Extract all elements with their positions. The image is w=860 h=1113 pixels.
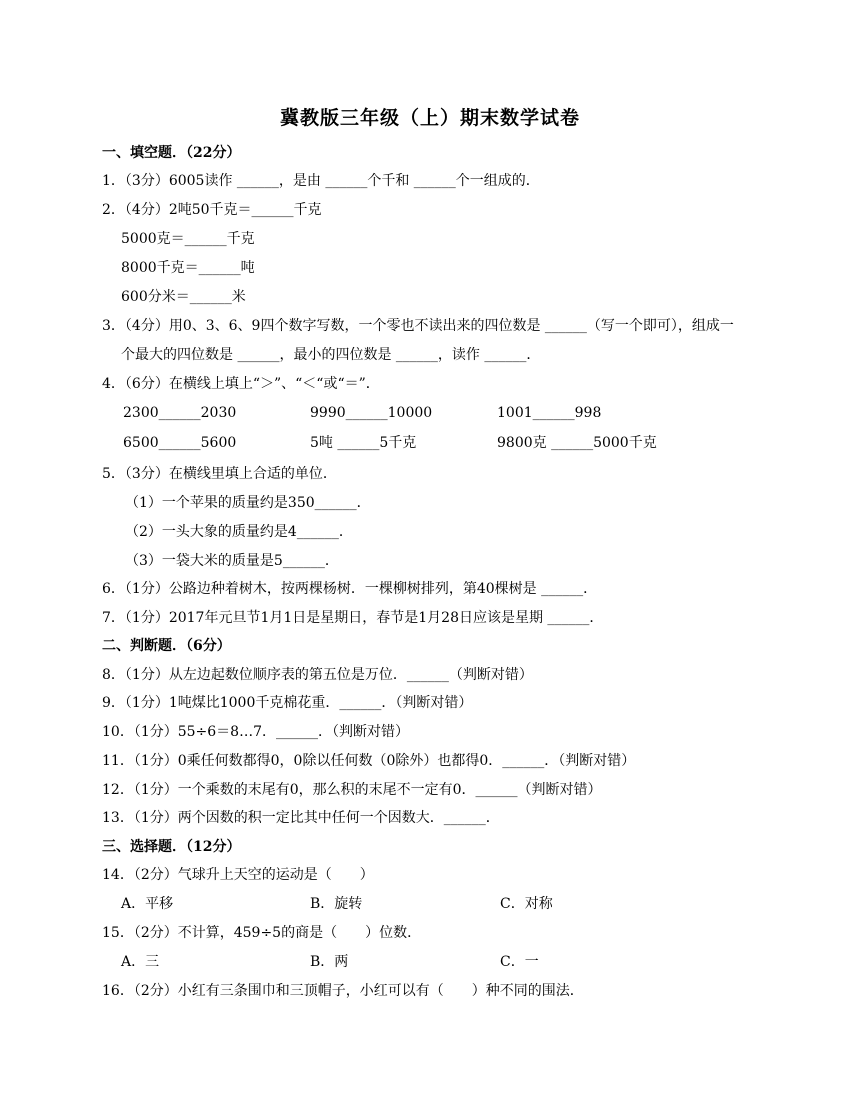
compare-item: 5吨 ______5千克 <box>310 435 417 451</box>
question-15: 15．（2分）不计算，459÷5的商是（ ）位数． <box>102 925 422 941</box>
choice-a: A．平移 <box>121 896 174 912</box>
question-5: 5．（3分）在横线里填上合适的单位． <box>102 466 337 482</box>
page-title: 冀教版三年级（上）期末数学试卷 <box>279 107 580 129</box>
question-5-item-2: （2）一头大象的质量约是4______． <box>125 524 353 540</box>
question-4: 4．（6分）在横线上填上“＞”、“＜“或“＝”． <box>102 376 380 392</box>
question-3-line-2: 个最大的四位数是 ______，最小的四位数是 ______，读作 ______． <box>121 347 541 363</box>
question-2: 2．（4分）2吨50千克＝______千克 <box>102 202 322 218</box>
question-16: 16．（2分）小红有三条围巾和三顶帽子，小红可以有（ ）种不同的围法． <box>102 983 584 999</box>
question-2-item-b: 5000克＝______千克 <box>121 231 255 247</box>
question-8: 8．（1分）从左边起数位顺序表的第五位是万位．______（判断对错） <box>102 667 533 683</box>
question-1: 1．（3分）6005读作 ______，是由 ______个千和 ______个一组成的． <box>102 173 540 189</box>
compare-item: 1001______998 <box>497 405 602 421</box>
question-5-item-3: （3）一袋大米的质量是5______． <box>125 553 339 569</box>
question-2-item-d: 600分米＝______米 <box>121 289 246 305</box>
question-10: 10．（1分）55÷6＝8…7．______．（判断对错） <box>102 724 409 740</box>
question-2-item-c: 8000千克＝______吨 <box>121 260 255 276</box>
compare-item: 2300______2030 <box>123 405 237 421</box>
compare-item: 6500______5600 <box>123 435 237 451</box>
section-heading-multiple-choice: 三、选择题．（12分） <box>102 839 241 855</box>
question-5-item-1: （1）一个苹果的质量约是350______． <box>125 495 371 511</box>
section-heading-true-false: 二、判断题．（6分） <box>102 638 231 654</box>
question-13: 13．（1分）两个因数的积一定比其中任何一个因数大．______． <box>102 810 500 826</box>
choice-c: C．对称 <box>500 896 553 912</box>
question-7: 7．（1分）2017年元旦节1月1日是星期日，春节是1月28日应该是星期 ______． <box>102 610 604 626</box>
question-11: 11．（1分）0乘任何数都得0，0除以任何数（0除外）也都得0．______．（判断对错） <box>102 753 636 769</box>
choice-b: B．旋转 <box>310 896 363 912</box>
question-9: 9．（1分）1吨煤比1000千克棉花重．______．（判断对错） <box>102 695 473 711</box>
question-14: 14．（2分）气球升上天空的运动是（ ） <box>102 867 374 883</box>
choice-c: C．一 <box>500 954 539 970</box>
choice-b: B．两 <box>310 954 349 970</box>
question-3-line-1: 3．（4分）用0、3、6、9四个数字写数，一个零也不读出来的四位数是 ______（写一个即可），组成一 <box>102 318 734 334</box>
choice-a: A．三 <box>121 954 160 970</box>
compare-item: 9800克 ______5000千克 <box>497 435 657 451</box>
section-heading-fill-in: 一、填空题．（22分） <box>102 145 241 161</box>
compare-item: 9990______10000 <box>310 405 433 421</box>
question-12: 12．（1分）一个乘数的末尾有0，那么积的末尾不一定有0．______（判断对错） <box>102 782 602 798</box>
question-6: 6．（1分）公路边种着树木，按两棵杨树．一棵柳树排列，第40棵树是 ______． <box>102 581 598 597</box>
